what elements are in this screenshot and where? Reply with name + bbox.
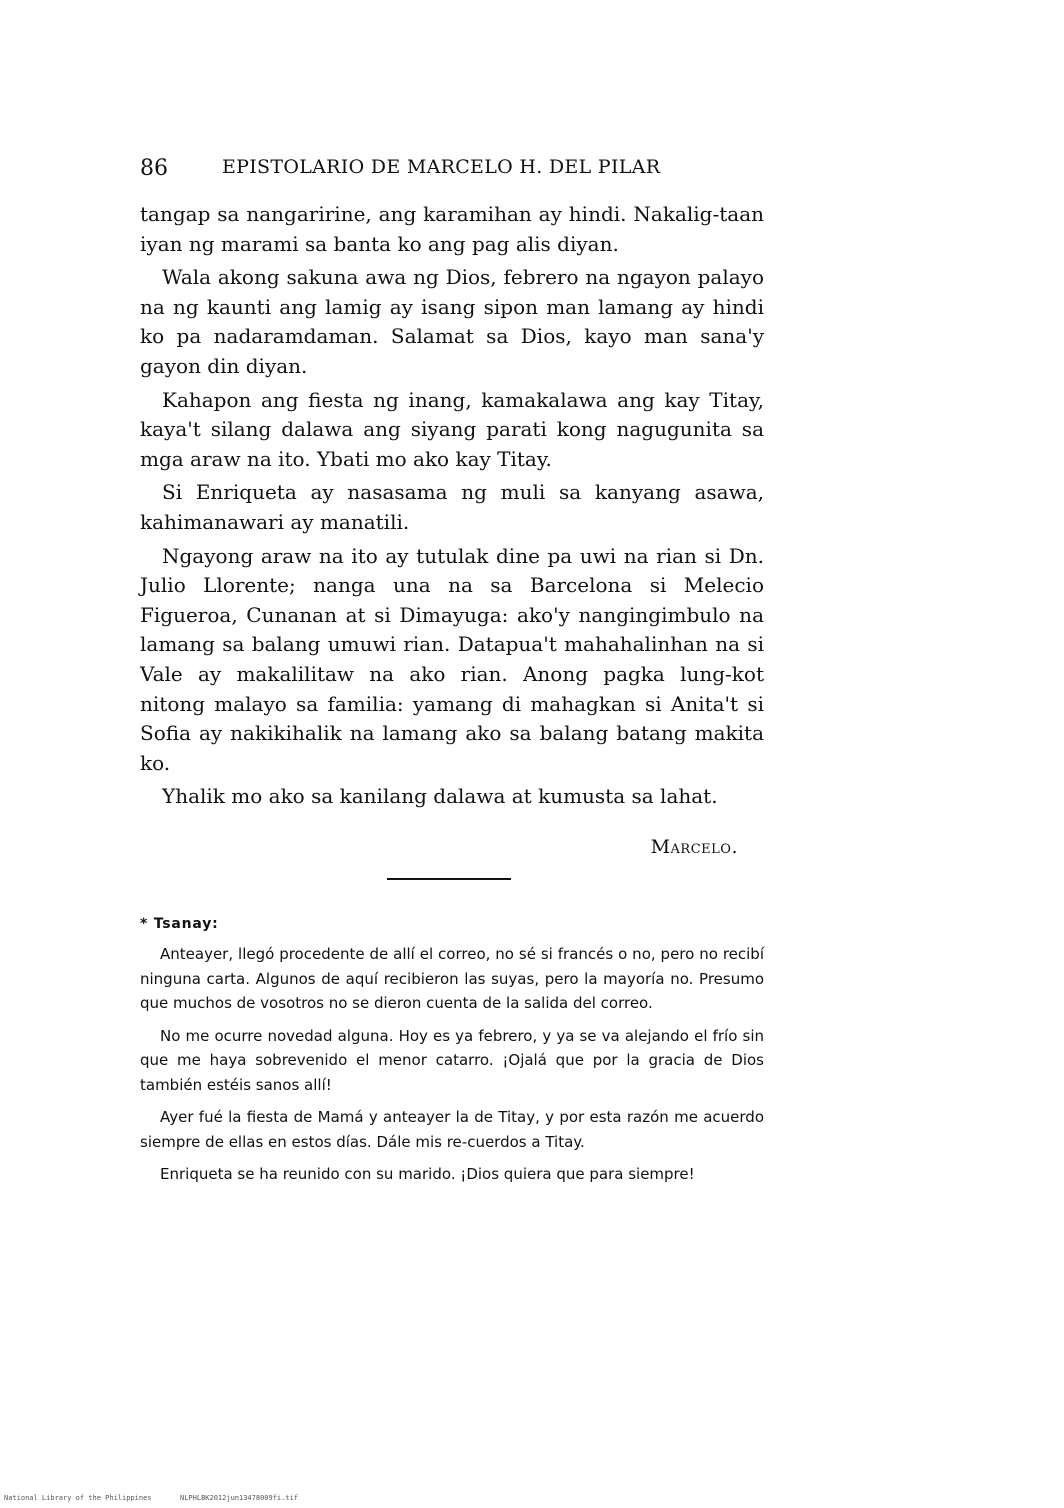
scan-file-label: NLPHLBK2012jun13478009fi.tif	[180, 1494, 299, 1502]
footnote-heading: * Tsanay:	[140, 916, 219, 932]
footnote-paragraph: No me ocurre novedad alguna. Hoy es ya febrero, y ya se va alejando el frío sin que me haya sobrevenido el menor catarro. ¡Ojalá que por la gracia de Dios también estéis sanos allí!	[140, 1026, 764, 1094]
scan-source-label: National Library of the Philippines	[4, 1494, 152, 1502]
section-divider	[387, 878, 511, 880]
body-paragraph: tangap sa nangaririne, ang karamihan ay hindi. Nakalig-taan iyan ng marami sa banta ko ang pag alis diyan.	[140, 202, 764, 256]
page-number: 86	[140, 156, 168, 181]
page-header	[140, 154, 770, 188]
body-paragraph: Yhalik mo ako sa kanilang dalawa at kumusta sa lahat.	[162, 784, 718, 809]
signature: Marcelo.	[650, 836, 738, 858]
footnote-paragraph: Enriqueta se ha reunido con su marido. ¡Dios quiera que para siempre!	[160, 1165, 695, 1183]
footnote-translation	[140, 916, 764, 1195]
body-paragraph: Si Enriqueta ay nasasama ng muli sa kanyang asawa, kahimanawari ay manatili.	[140, 480, 764, 534]
letter-body	[140, 200, 764, 816]
body-paragraph: Ngayong araw na ito ay tutulak dine pa uwi na rian si Dn. Julio Llorente; nanga una na sa Barcelona si Melecio Figueroa, Cunanan at si Dimayuga: ako'y nangingimbulo na lamang sa balang umuwi rian. Datapua't mahahalinhan na si Vale ay makalilitaw na ako rian. Anong pagka lung-kot nitong malayo sa familia: yamang di mahagkan si Anita't si Sofia ay nakikihalik na lamang ako sa balang batang makita ko.	[140, 543, 764, 775]
running-title: EPISTOLARIO DE MARCELO H. DEL PILAR	[222, 156, 661, 178]
body-paragraph: Kahapon ang fiesta ng inang, kamakalawa ang kay Titay, kaya't silang dalawa ang siyang parati kong nagugunita sa mga araw na ito. Ybati mo ako kay Titay.	[140, 387, 764, 471]
body-paragraph: Wala akong sakuna awa ng Dios, febrero na ngayon palayo na ng kaunti ang lamig ay isang sipon man lamang ay hindi ko pa nadaramdaman. Salamat sa Dios, kayo man sana'y gayon din diyan.	[140, 265, 764, 378]
footnote-paragraph: Anteayer, llegó procedente de allí el correo, no sé si francés o no, pero no recibí ninguna carta. Algunos de aquí recibieron las suyas, pero la mayoría no. Presumo que muchos de vosotros no se dieron cuenta de la salida del correo.	[140, 945, 764, 1012]
footnote-paragraph: Ayer fué la fiesta de Mamá y anteayer la de Titay, y por esta razón me acuerdo siempre de ellas en estos días. Dále mis re-cuerdos a Titay.	[140, 1108, 764, 1151]
